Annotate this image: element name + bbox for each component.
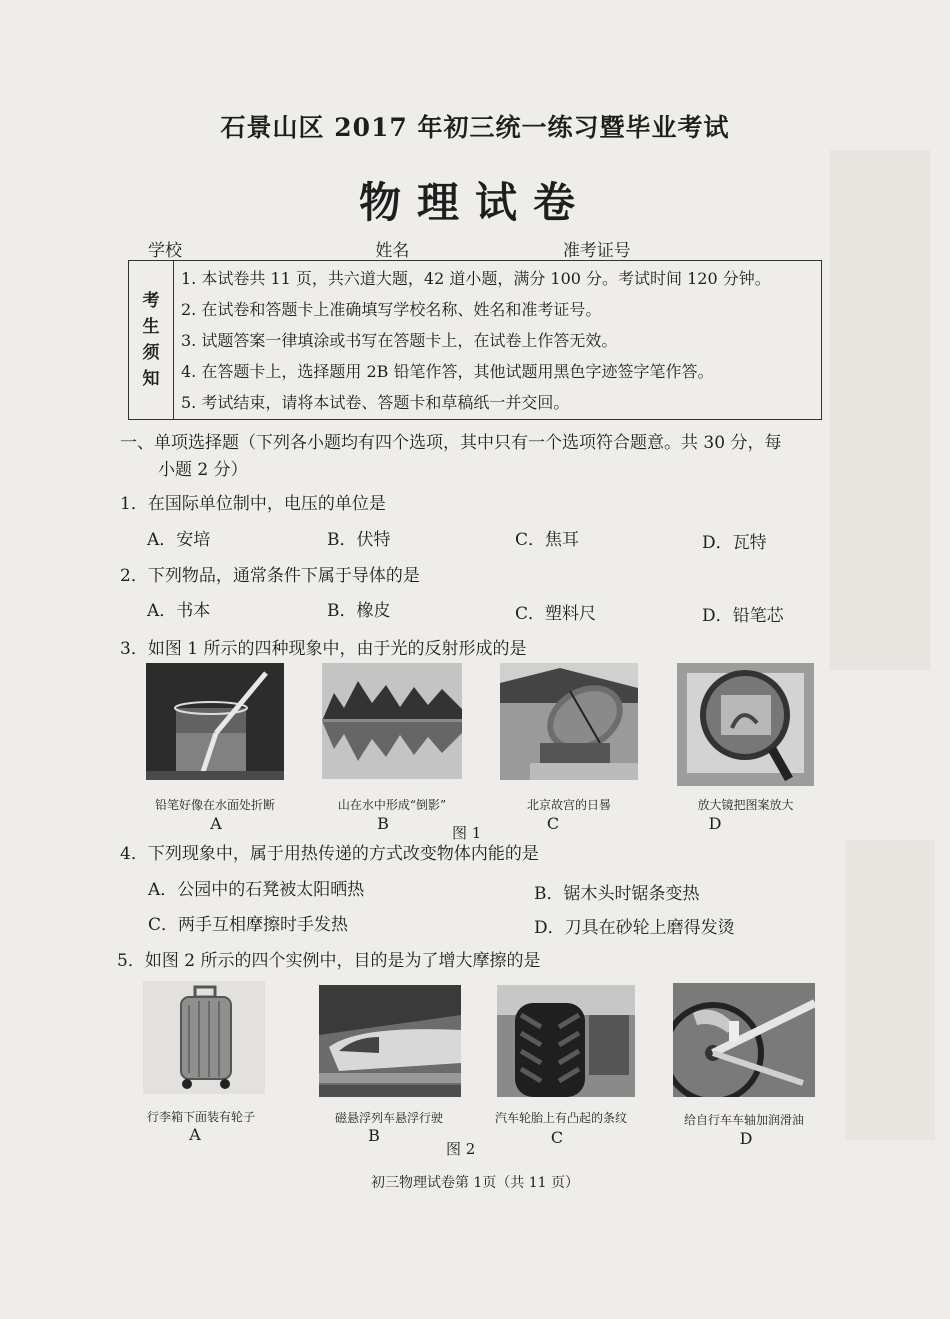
notice-item: 1. 本试卷共 11 页，共六道大题，42 道小题，满分 100 分。考试时间 120 分钟。 [181,269,771,288]
exam-subject-title: 物理试卷 [358,178,591,227]
figure-2b-caption: 磁悬浮列车悬浮行驶 [334,1111,443,1125]
figure-1b-caption: 山在水中形成“倒影” [337,798,447,812]
q1-option-d[interactable]: D．瓦特 [702,533,767,553]
school-field[interactable] [182,242,370,261]
figure-1a-pencil-in-water [146,663,284,780]
figure-2b-letter: B [368,1126,380,1145]
q1-option-c[interactable]: C．焦耳 [515,530,580,550]
page-footer: 初三物理试卷第 1页（共 11 页） [370,1175,580,1191]
figure-2a-letter: A [189,1125,201,1144]
q1-option-b[interactable]: B．伏特 [327,530,391,550]
notice-item: 4. 在答题卡上，选择题用 2B 铅笔作答，其他试题用黑色字迹签字笔作答。 [181,362,714,381]
figure-1d-magnifier [677,663,814,786]
figure-1b-letter: B [377,814,389,833]
exam-id-label: 准考证号 [562,241,631,261]
q2-option-b[interactable]: B．橡皮 [327,601,391,621]
figure-2c-letter: C [550,1128,564,1147]
figure-1d-letter: D [708,814,722,833]
question-3-stem: 3．如图 1 所示的四种现象中，由于光的反射形成的是 [120,639,527,659]
section-title-cont: 小题 2 分） [158,460,248,480]
figure-2-label: 图 2 [446,1140,476,1158]
figure-2c-tire-tread [497,985,635,1097]
q4-option-a[interactable]: A．公园中的石凳被太阳晒热 [148,880,365,900]
figure-1d-caption: 放大镜把图案放大 [697,798,794,812]
figure-1c-caption: 北京故宫的日晷 [526,798,611,812]
figure-1a-letter: A [210,814,222,833]
question-1-stem: 1．在国际单位制中，电压的单位是 [120,494,386,514]
figure-2d-caption: 给自行车车轴加润滑油 [683,1113,804,1127]
q4-option-d[interactable]: D．刀具在砂轮上磨得发烫 [534,918,735,938]
q2-option-a[interactable]: A．书本 [147,601,211,621]
name-field[interactable] [409,242,557,261]
notice-item: 2. 在试卷和答题卡上准确填写学校名称、姓名和准考证号。 [181,300,602,319]
q1-option-a[interactable]: A．安培 [147,530,211,550]
q4-option-c[interactable]: C．两手互相摩擦时手发热 [148,915,349,935]
figure-1c-sundial [500,663,638,780]
figure-2d-letter: D [739,1129,753,1148]
figure-2c-caption: 汽车轮胎上有凸起的条纹 [494,1111,627,1125]
notice-item: 5. 考试结束，请将本试卷、答题卡和草稿纸一并交回。 [181,393,570,412]
question-2-stem: 2．下列物品，通常条件下属于导体的是 [120,566,420,586]
figure-2a-suitcase [143,981,265,1094]
figure-1c-letter: C [546,814,560,833]
student-info-row [148,236,631,261]
q4-option-b[interactable]: B．锯木头时锯条变热 [534,884,700,904]
figure-2b-maglev-train [319,985,461,1097]
figure-1b-mountain-reflection [322,663,462,779]
question-4-stem: 4．下列现象中，属于用热传递的方式改变物体内能的是 [120,844,539,864]
q2-option-d[interactable]: D．铅笔芯 [702,606,784,626]
notice-item: 3. 试题答案一律填涂或书写在答题卡上，在试卷上作答无效。 [181,331,618,350]
figure-2d-bike-oiling [673,983,815,1097]
school-label: 学校 [148,241,182,261]
name-label: 姓名 [375,241,410,261]
figure-2a-caption: 行李箱下面装有轮子 [146,1110,255,1124]
section-title: 一、单项选择题（下列各小题均有四个选项，其中只有一个选项符合题意。共 30 分，每 [120,433,782,453]
question-5-stem: 5．如图 2 所示的四个实例中，目的是为了增大摩擦的是 [117,951,541,971]
exam-title: 石景山区 2017 年初三统一练习暨毕业考试 [220,113,730,142]
figure-1a-caption: 铅笔好像在水面处折断 [154,798,275,812]
q2-option-c[interactable]: C．塑料尺 [515,604,597,624]
exam-notice-box [128,260,822,420]
figure-1-label: 图 1 [452,824,482,842]
notice-list [181,263,771,418]
notice-heading: 考 生 须 知 [129,261,174,419]
